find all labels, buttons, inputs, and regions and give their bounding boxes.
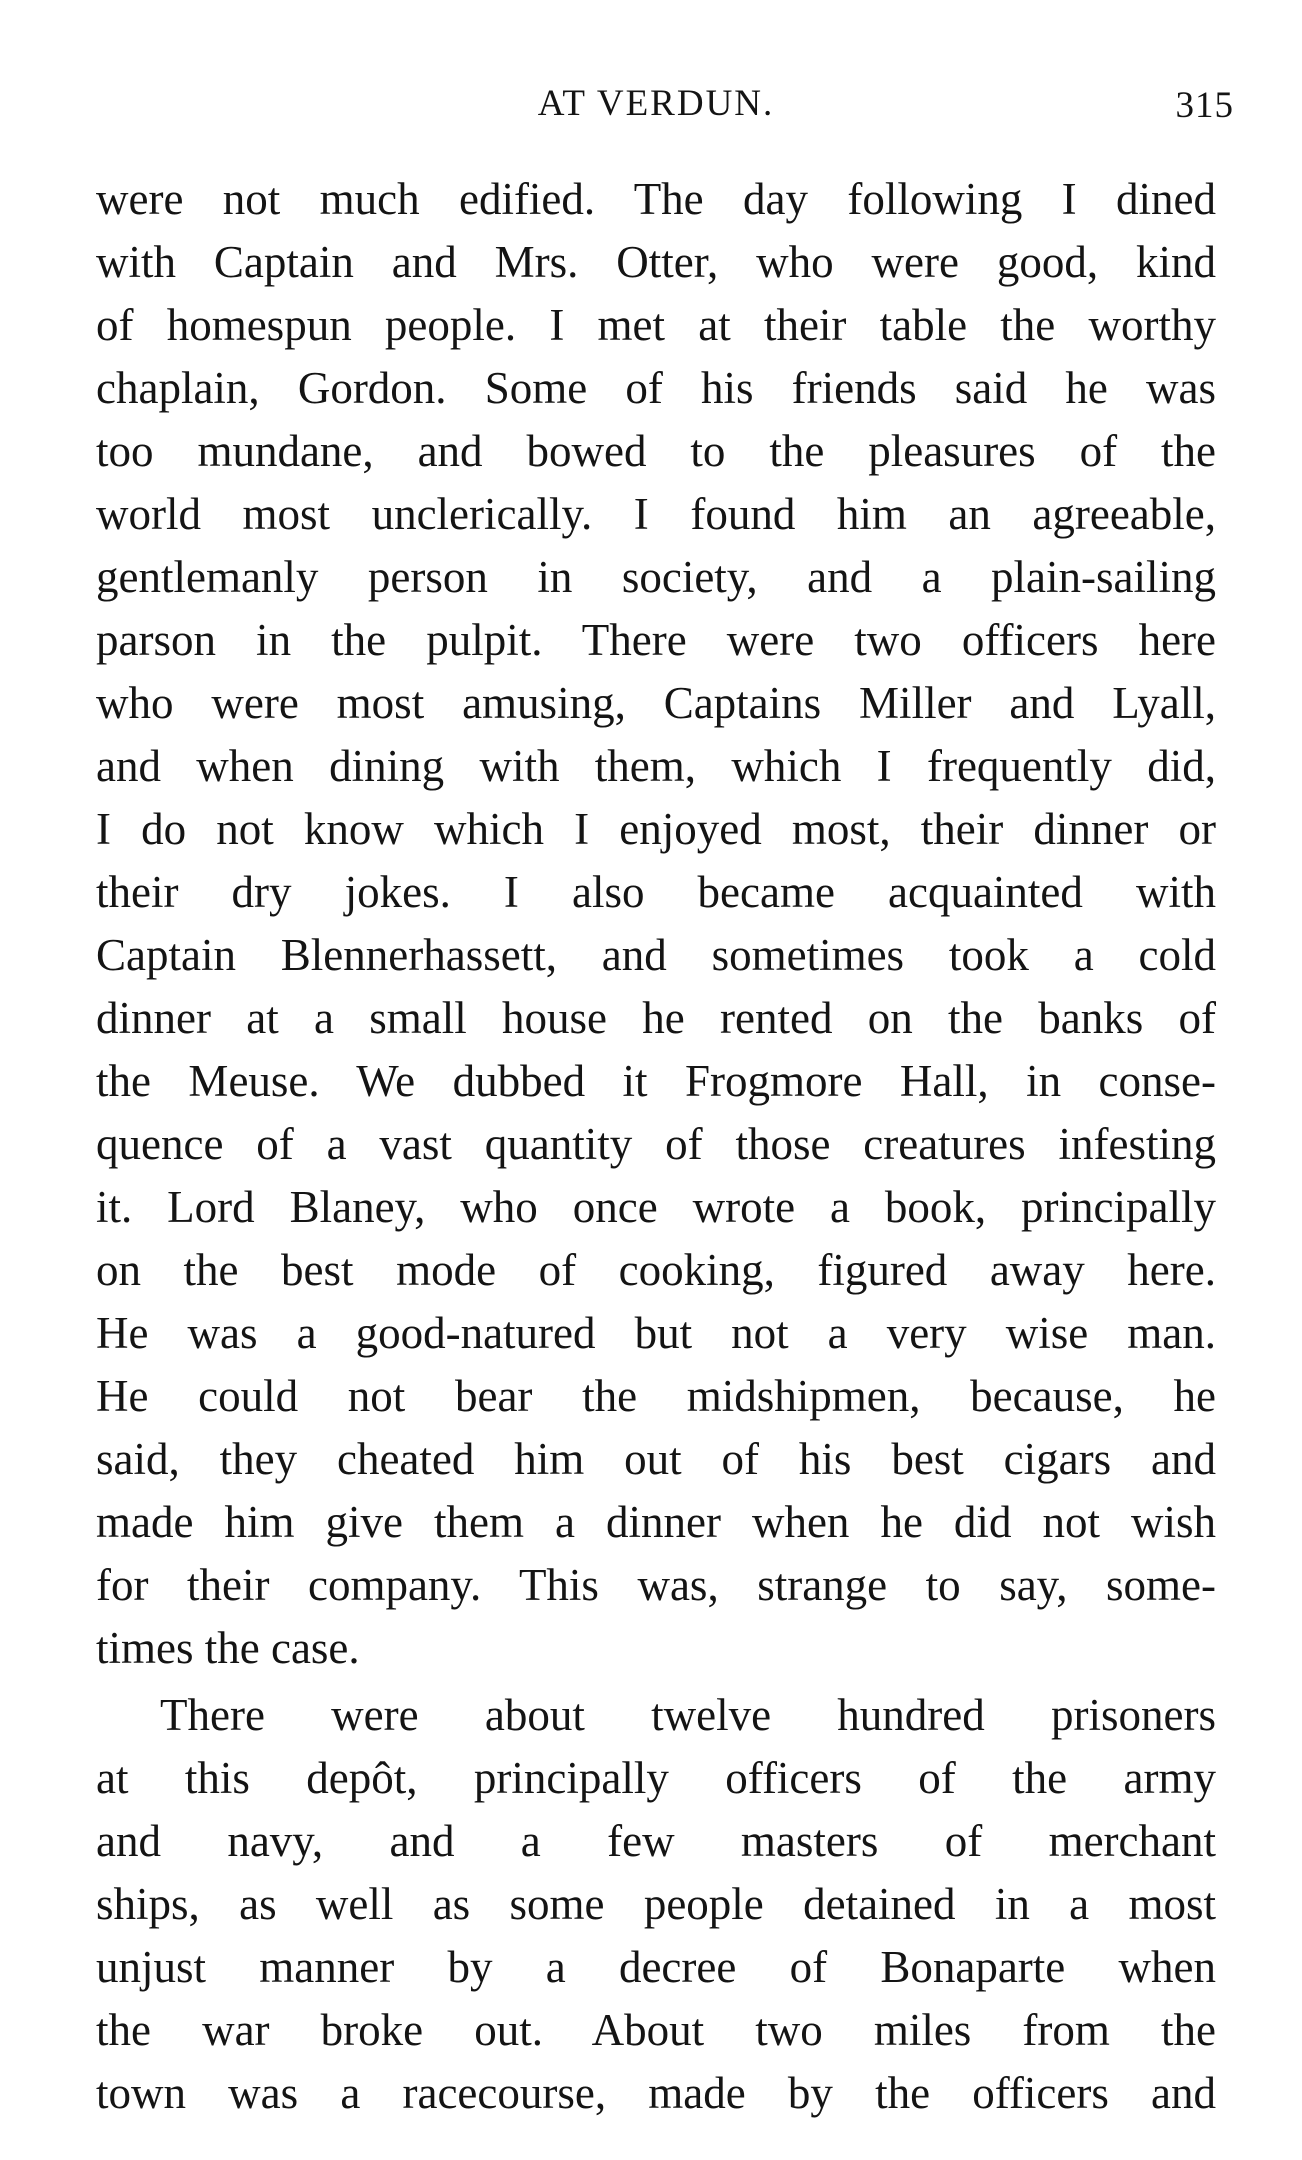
text-line: town was a racecourse, made by the officers and [96,2068,1216,2118]
text-line: Captain Blennerhassett, and sometimes took a cold [96,930,1216,980]
running-head [96,82,1234,132]
text-line: on the best mode of cooking, figured away here. [96,1245,1216,1295]
running-title: AT VERDUN. [537,83,775,124]
text-line: the war broke out. About two miles from the [96,2005,1216,2055]
paragraph [96,1684,1216,2125]
text-line: ships, as well as some people detained in a most [96,1879,1216,1929]
text-line: world most unclerically. I found him an agreeable, [96,489,1216,539]
text-line: made him give them a dinner when he did not wish [96,1497,1216,1547]
text-line: unjust manner by a decree of Bonaparte when [96,1942,1216,1992]
text-line: their dry jokes. I also became acquainted with [96,867,1216,917]
text-line: He could not bear the midshipmen, because, he [96,1371,1216,1421]
text-line: it. Lord Blaney, who once wrote a book, principally [96,1182,1216,1232]
text-line: gentlemanly person in society, and a plain-sailing [96,552,1216,602]
text-line: of homespun people. I met at their table the worthy [96,300,1216,350]
text-line: and when dining with them, which I frequently did, [96,741,1216,791]
text-line: parson in the pulpit. There were two officers here [96,615,1216,665]
text-line: and navy, and a few masters of merchant [96,1816,1216,1866]
text-line: said, they cheated him out of his best cigars and [96,1434,1216,1484]
text-line: dinner at a small house he rented on the banks of [96,993,1216,1043]
text-line: There were about twelve hundred prisoners [160,1690,1216,1740]
text-line: chaplain, Gordon. Some of his friends said he was [96,363,1216,413]
text-line: at this depôt, principally officers of the army [96,1753,1216,1803]
paragraph [96,168,1216,1680]
text-line: too mundane, and bowed to the pleasures of the [96,426,1216,476]
text-line: He was a good-natured but not a very wise man. [96,1308,1216,1358]
text-line: for their company. This was, strange to say, some- [96,1560,1216,1610]
body-text [96,168,1216,2125]
text-line: quence of a vast quantity of those creatures infesting [96,1119,1216,1169]
text-line: I do not know which I enjoyed most, their dinner or [96,804,1216,854]
page-number: 315 [1175,85,1234,126]
text-line: who were most amusing, Captains Miller and Lyall, [96,678,1216,728]
text-line: the Meuse. We dubbed it Frogmore Hall, in conse- [96,1056,1216,1106]
text-line: with Captain and Mrs. Otter, who were good, kind [96,237,1216,287]
text-line: times the case. [96,1623,360,1673]
text-line: were not much edified. The day following I dined [96,174,1216,224]
